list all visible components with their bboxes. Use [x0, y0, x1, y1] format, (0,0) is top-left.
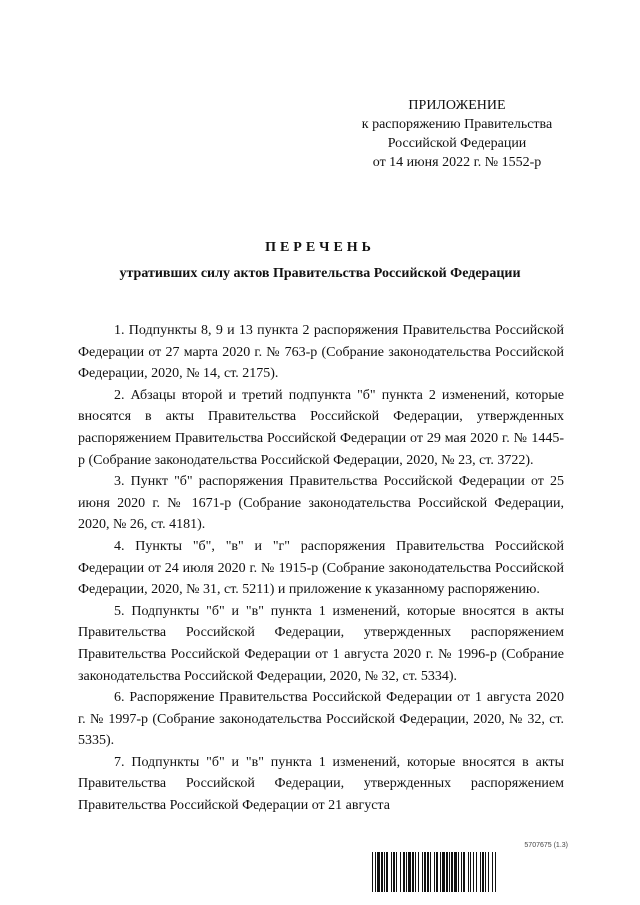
list-item: 5. Подпункты "б" и "в" пункта 1 изменений, которые вносятся в акты Правительства Российской Федерации, утвержденных распоряжением Правительства Российской Федерации от 1 августа 2020 г. № 1996-р (Собрание законодательства Российской Федерации, 2020, № 32, ст. 5334).	[78, 603, 564, 684]
barcode-bar	[372, 852, 373, 892]
barcode-bar	[412, 852, 414, 892]
barcode-bar	[458, 852, 459, 892]
list-item: 4. Пункты "б", "в" и "г" распоряжения Правительства Российской Федерации от 24 июля 2020 г. № 1915-р (Собрание законодательства Российской Федерации, 2020, № 31, ст. 5211) и приложение к указанному распоряжению.	[78, 538, 564, 598]
list-item: 3. Пункт "б" распоряжения Правительства Российской Федерации от 25 июня 2020 г. № 1671-р (Собрание законодательства Российской Федерации, 2020, № 26, ст. 4181).	[78, 474, 564, 533]
barcode-bar	[476, 852, 477, 892]
barcode-bar	[403, 852, 405, 892]
barcode-icon	[372, 852, 568, 892]
barcode-bar	[391, 852, 392, 892]
barcode-bar	[440, 852, 441, 892]
barcode-bar	[418, 852, 419, 892]
barcode-bar	[415, 852, 416, 892]
list-item: 7. Подпункты "б" и "в" пункта 1 изменений, которые вносятся в акты Правительства Российской Федерации, утвержденных распоряжением Правительства Российской Федерации от 21 августа	[78, 754, 564, 814]
barcode-bar	[473, 852, 474, 892]
barcode-bar	[436, 852, 438, 892]
annex-title: ПРИЛОЖЕНИЕ	[408, 98, 506, 113]
annex-line-3: от 14 июня 2022 г. № 1552-р	[372, 155, 542, 170]
annex-line-2: Российской Федерации	[387, 136, 527, 151]
barcode-number: 5707675 (1.3)	[524, 842, 568, 849]
barcode-bar	[480, 852, 481, 892]
document-body	[78, 320, 564, 817]
barcode-bar	[451, 852, 453, 892]
barcode-bar	[434, 852, 435, 892]
barcode-bar	[485, 852, 486, 892]
barcode-bar	[377, 852, 380, 892]
barcode-bar	[430, 852, 431, 892]
barcode-bar	[468, 852, 469, 892]
barcode-bar	[381, 852, 383, 892]
list-item: 2. Абзацы второй и третий подпункта "б" пункта 2 изменений, которые вносятся в акты Правительства Российской Федерации, утвержденных распоряжением Правительства Российской Федерации от 29 мая 2020 г. № 1445-р (Собрание законодательства Российской Федерации, 2020, № 23, ст. 3722).	[78, 387, 564, 468]
barcode-bar	[449, 852, 450, 892]
barcode-block	[372, 842, 568, 894]
barcode-bar	[424, 852, 426, 892]
list-item: 6. Распоряжение Правительства Российской Федерации от 1 августа 2020 г. № 1997-р (Собрание законодательства Российской Федерации, 2020, № 32, ст. 5335).	[78, 690, 564, 749]
barcode-bar	[454, 852, 457, 892]
annex-header	[350, 96, 564, 172]
barcode-bar	[406, 852, 407, 892]
list-item: 1. Подпункты 8, 9 и 13 пункта 2 распоряжения Правительства Российской Федерации от 27 марта 2020 г. № 763-р (Собрание законодательства Российской Федерации, 2020, № 14, ст. 2175).	[78, 323, 564, 382]
barcode-bar	[375, 852, 376, 892]
barcode-bar	[461, 852, 462, 892]
barcode-bar	[446, 852, 448, 892]
barcode-bar	[492, 852, 493, 892]
barcode-bar	[482, 852, 484, 892]
document-subtitle: утративших силу актов Правительства Российской Федерации	[119, 266, 521, 281]
barcode-bar	[470, 852, 471, 892]
annex-line-1: к распоряжению Правительства	[361, 117, 553, 132]
barcode-bar	[427, 852, 429, 892]
barcode-bar	[488, 852, 489, 892]
barcode-bar	[442, 852, 445, 892]
barcode-bar	[400, 852, 401, 892]
barcode-bar	[386, 852, 388, 892]
barcode-bar	[408, 852, 411, 892]
document-title: ПЕРЕЧЕНЬ	[265, 240, 375, 255]
barcode-bar	[384, 852, 385, 892]
barcode-bar	[495, 852, 496, 892]
barcode-bar	[463, 852, 465, 892]
barcode-bar	[396, 852, 397, 892]
barcode-bar	[393, 852, 395, 892]
barcode-bar	[422, 852, 423, 892]
